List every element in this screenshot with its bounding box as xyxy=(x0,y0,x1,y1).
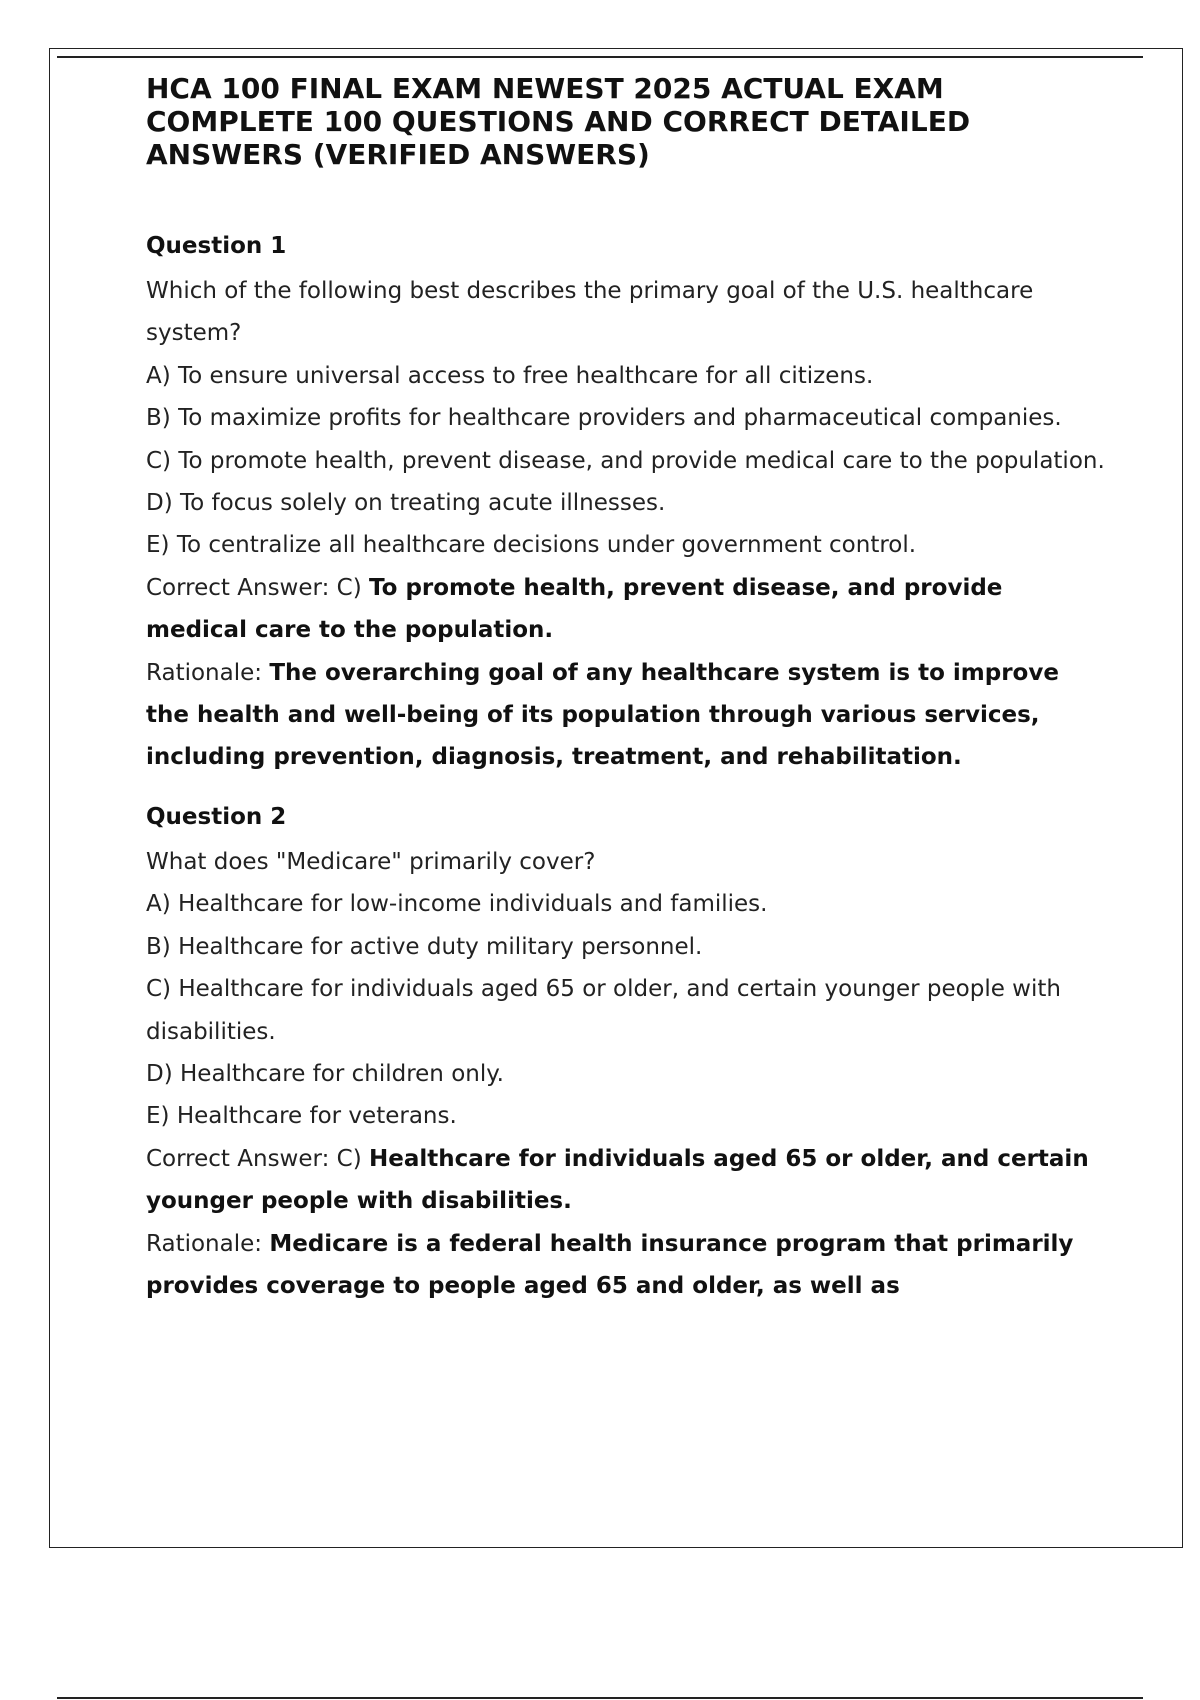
question-block xyxy=(146,799,1106,1307)
answer-option: B) Healthcare for active duty military personnel. xyxy=(146,933,703,960)
footer-rule xyxy=(57,1697,1143,1699)
rationale-label: Rationale: xyxy=(146,659,263,686)
correct-answer-letter: C) xyxy=(336,1145,362,1172)
answer-option: E) Healthcare for veterans. xyxy=(146,1103,457,1130)
correct-answer xyxy=(146,1138,1106,1223)
answer-option: D) Healthcare for children only. xyxy=(146,1060,504,1087)
document-title: HCA 100 FINAL EXAM NEWEST 2025 ACTUAL EXAM COMPLETE 100 QUESTIONS AND CORRECT DETAILED ANSWERS (VERIFIED ANSWERS) xyxy=(146,72,971,171)
document-body xyxy=(146,72,1106,1307)
correct-answer-label: Correct Answer: xyxy=(146,1145,330,1172)
answer-option: E) To centralize all healthcare decisions under government control. xyxy=(146,532,917,559)
correct-answer xyxy=(146,567,1106,652)
rationale-label: Rationale: xyxy=(146,1230,263,1257)
rationale-text: Medicare is a federal health insurance program that primarily provides coverage to people aged 65 and older, as well as xyxy=(146,1230,1074,1299)
answer-option: C) To promote health, prevent disease, and provide medical care to the population. xyxy=(146,447,1105,474)
rationale xyxy=(146,1223,1106,1308)
question-heading: Question 2 xyxy=(146,803,287,830)
rationale xyxy=(146,652,1106,779)
correct-answer-letter: C) xyxy=(336,574,362,601)
rationale-text: The overarching goal of any healthcare system is to improve the health and well-being of its population through various services, including prevention, diagnosis, treatment, and rehabilitation. xyxy=(146,659,1059,771)
answer-option: A) To ensure universal access to free healthcare for all citizens. xyxy=(146,362,874,389)
answer-option: A) Healthcare for low-income individuals and families. xyxy=(146,891,768,918)
answer-option: B) To maximize profits for healthcare providers and pharmaceutical companies. xyxy=(146,405,1062,432)
answer-option: C) Healthcare for individuals aged 65 or older, and certain younger people with disabilities. xyxy=(146,976,1061,1045)
correct-answer-text: Healthcare for individuals aged 65 or older, and certain younger people with disabilities. xyxy=(146,1145,1089,1215)
correct-answer-text: To promote health, prevent disease, and provide medical care to the population. xyxy=(146,574,1003,644)
question-prompt: What does "Medicare" primarily cover? xyxy=(146,848,596,875)
question-block xyxy=(146,228,1106,779)
correct-answer-label: Correct Answer: xyxy=(146,574,330,601)
question-prompt: Which of the following best describes the primary goal of the U.S. healthcare system? xyxy=(146,278,1034,347)
question-heading: Question 1 xyxy=(146,233,287,259)
answer-option: D) To focus solely on treating acute illnesses. xyxy=(146,490,666,517)
header-rule xyxy=(57,56,1143,58)
